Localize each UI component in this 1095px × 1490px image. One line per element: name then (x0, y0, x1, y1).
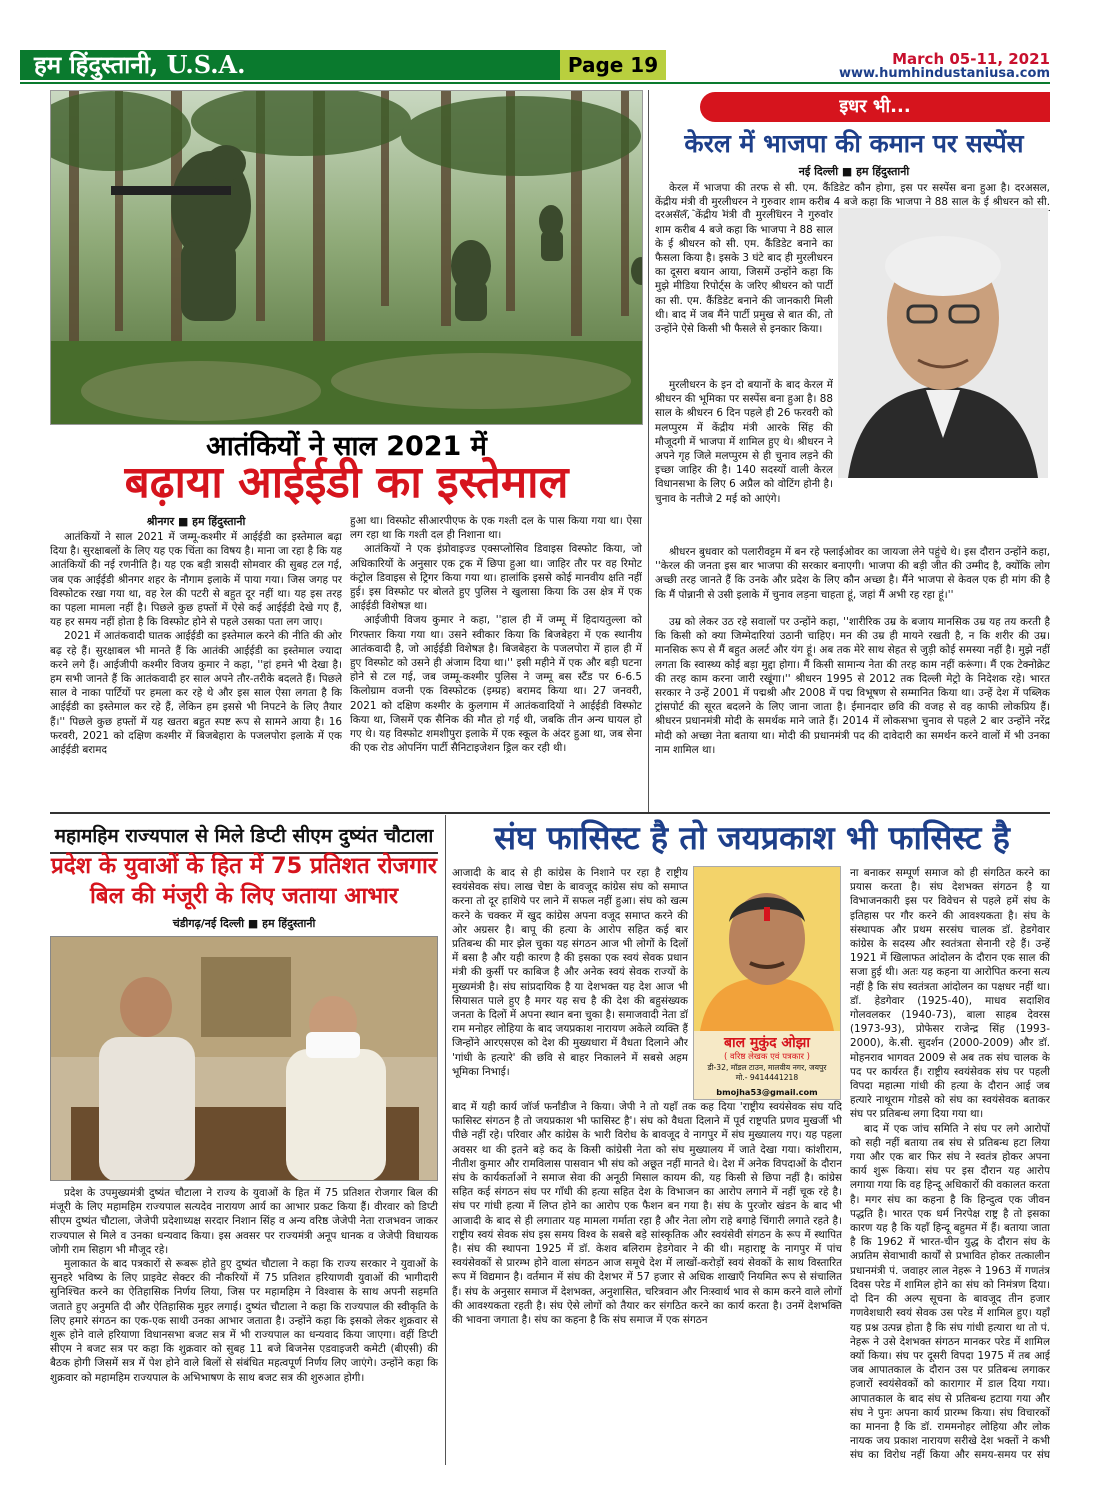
haryana-byline: चंडीगढ़/नई दिल्ली ■ हम हिंदुस्तानी (172, 917, 316, 930)
masthead-website[interactable]: www.humhindustaniusa.com (838, 66, 1050, 81)
kerala-paragraph-top (655, 181, 1050, 211)
sangh-column-2 (850, 866, 1050, 1462)
kerala-headline: केरल में भाजपा की कमान पर सस्पेंस (684, 129, 1024, 158)
sangh-paragraph: बाद में यही कार्य जॉर्ज फर्नांडीज ने किया। जेपी ने तो यहाँ तक कह दिया 'राष्ट्रीय स्वयंसेवक संघ यदि फासिस्ट संगठन है तो जयप्रकाश भी फासिस्ट है'। संघ को वैधता दिलाने में पूर्व राष्ट्रपति प्रणव मुखर्जी भी पीछे नहीं रहे। परिवार और कांग्रेस के भारी विरोध के बावजूद वे नागपुर में संघ मुख्यालय गए। यह पहला अवसर था की इतने बड़े कद के किसी कांग्रेसी नेता को संघ मुख्यालय में जाते देखा गया। कांशीराम, नीतीश कुमार और रामविलास पासवान भी संघ को अछूत नहीं मानते थे। देश में अनेक विपदाओं के दौरान संघ के कार्यकर्ताओं ने समाज सेवा की अनूठी मिसाल कायम की, यह किसी से छिपा नहीं है। कांग्रेस सहित कई संगठन संघ पर गाँधी की हत्या सहित देश के विभाजन का आरोप लगाने में नहीं चूक रहे है। संघ पर गांधी हत्या में लिप्त होने का आरोप एक फैशन बन गया है। संघ के पुरजोर खंडन के बाद भी आजादी के बाद से ही लगातार यह मामला गर्माता रहा है और नेता लोग राहे बगाहे चिंगारी लगाते रहते है। राष्ट्रीय स्वयं सेवक संघ इस समय विश्व के सबसे बड़े सांस्कृतिक और स्वयंसेवी संगठन के रूप में स्थापित है। संघ की स्थापना 1925 में डॉ. केशव बलिराम हेडगेवार ने की थी। महाराष्ट्र के नागपुर में पांच स्वयंसेवकों से प्रारम्भ होने वाला संगठन आज समूचे देश में लाखों-करोड़ों स्वयं सेवकों के साथ विस्तारित रूप में विद्यमान है। वर्तमान में संघ की देशभर में 57 हजार से अधिक शाखाएँ नियमित रूप से संचालित हैं। संघ के अनुसार समाज में देशभक्त, अनुशासित, चरित्रवान और निःस्वार्थ भाव से काम करने वाले लोगों की आवश्यकता रहती है। संघ ऐसे लोगों को तैयार कर संगठित करने का कार्य करता है। उनमें देशभक्ति की भावना जगाता है। संघ का कहना है कि संघ समाज में एक संगठन (452, 1101, 842, 1327)
kerala-paragraph: श्रीधरन बुधवार को पलारीवट्टम में बन रहे फ्लाईओवर का जायजा लेने पहुंचे थे। इस दौरान उन्होंने कहा, ''केरल की जनता इस बार भाजपा की सरकार बनाएगी। भाजपा की बड़ी जीत की उम्मीद है, क्योंकि लोग अच्छी तरह जानते हैं कि उनके और प्रदेश के लिए कौन अच्छा है। मैंने भाजपा से केवल एक ही मांग की है कि मैं पोन्नानी से उसी इलाके में चुनाव लड़ना चाहता हूं, जहां मैं अभी रह रहा हूं।'' (655, 546, 1050, 601)
masthead-page-label: Page 19 (560, 50, 666, 80)
ied-paragraph: आतंकियों ने साल 2021 में जम्मू-कश्मीर में आईईडी का इस्तेमाल बढ़ा दिया है। सुरक्षाबलों के लिए यह एक चिंता का विषय है। माना जा रहा है कि यह आतंकियों की नई रणनीति है। यह एक बड़ी त्रासदी सोमवार की सुबह टल गई, जब एक आईईडी श्रीनगर शहर के नौगाम इलाके में पाया गया। जिस जगह पर विस्फोटक रखा गया था, वह रेल की पटरी से बहुत दूर नहीं था। यह इस तरह का पहला मामला नहीं है। पिछले कुछ हफ्तों में ऐसे कई आईईडी देखे गए हैं, यह हर समय नहीं होता है कि विस्फोट होने से पहले उसका पता लग जाए। (50, 531, 342, 629)
author-photo (694, 867, 840, 1031)
author-address-line: डी-32, मॉडल टाउन, मालवीय नगर, जयपुर (707, 1063, 827, 1072)
kerala-byline: नई दिल्ली ■ हम हिंदुस्तानी (798, 165, 910, 178)
author-email[interactable]: bmojha53@gmail.com (716, 1087, 818, 1097)
soldiers-photo (50, 90, 643, 425)
masthead-paper-name: हम हिंदुस्तानी, U.S.A. (20, 50, 560, 80)
ied-paragraph: आतंकियों ने एक इंप्रोवाइज्ड एक्सप्लोसिव डिवाइस विस्फोट किया, जो अधिकारियों के अनुसार एक ट्रक में छिपा हुआ था। जाहिर तौर पर वह रिमोट कंट्रोल डिवाइस से ट्रिगर किया गया था। हालांकि इससे कोई मानवीय क्षति नहीं हुई। इस विस्फोट पर बोलते हुए पुलिस ने खुलासा किया कि उस क्षेत्र में एक आईईडी विशेषज्ञ था। (350, 543, 642, 613)
idhar-bhi-band: इधर भी... (700, 92, 1050, 122)
kerala-column-wide-1 (655, 545, 1050, 615)
author-phone: मो.- 9414441218 (735, 1073, 799, 1082)
ied-paragraph: हुआ था। विस्फोट सीआरपीएफ के एक गश्ती दल के पास किया गया था। ऐसा लग रहा था कि गश्ती दल ही निशाना था। (350, 515, 642, 542)
ied-headline-kicker: आतंकियों ने साल 2021 में (206, 431, 487, 462)
ied-byline: श्रीनगर ■ हम हिंदुस्तानी (146, 515, 246, 528)
kerala-paragraph: केरल में भाजपा की तरफ से सी. एम. कैंडिडेट कौन होगा, इस पर सस्पेंस बना हुआ है। दरअसल, केंद्रीय मंत्री वी मुरलीधरन ने गुरुवार शाम करीब 4 बजे कहा कि भाजपा ने 88 साल के ई श्रीधरन को सी. (655, 182, 1050, 209)
masthead-rule (20, 82, 1050, 84)
soldiers-photo-art (51, 91, 643, 425)
author-card (693, 866, 841, 1100)
haryana-body (50, 1186, 438, 1458)
haryana-paragraph: मुलाकात के बाद पत्रकारों से रूबरू होते हुए दुष्यंत चौटाला ने कहा कि राज्य सरकार ने युवाओं के सुनहरे भविष्य के लिए प्राइवेट सेक्टर की नौकरियों में 75 प्रतिशत हरियाणवी युवाओं की भागीदारी सुनिश्चित करने का ऐतिहासिक निर्णय लिया, जिस पर महामहिम ने विश्वास के साथ अपनी सहमति जताते हुए अनुमति दी और ऐतिहासिक मुहर लगाई। दुष्यंत चौटाला ने कहा कि राज्यपाल की स्वीकृति के लिए हमारे संगठन का एक-एक साथी उनका आभार जताता है। उन्होंने कहा कि इसको लेकर शुक्रवार से शुरू होने वाले हरियाणा विधानसभा बजट सत्र में भी राज्यपाल का धन्यवाद किया जाएगा। वहीं डिप्टी सीएम ने बजट सत्र पर कहा कि शुक्रवार को सुबह 11 बजे बिजनेस एडवाइजरी कमेटी (बीएसी) की बैठक होगी जिसमें सत्र में पेश होने वाले बिलों से संबंधित महत्वपूर्ण निर्णय लिए जाएंगे। उन्होंने कहा कि शुक्रवार को महामहिम राज्यपाल के अभिभाषण के साथ बजट सत्र की शुरुआत होगी। (50, 1258, 438, 1384)
meeting-photo-art (51, 937, 438, 1181)
sreedharan-photo (838, 208, 1048, 478)
governor-meeting-photo (50, 936, 438, 1181)
ied-paragraph: 2021 में आतंकवादी घातक आईईडी का इस्तेमाल करने की नीति की ओर बढ़ रहे हैं। सुरक्षाबल भी मानते हैं कि आतंकी आईईडी का इस्तेमाल ज्यादा करने लगे हैं। आईजीपी कश्मीर विजय कुमार ने कहा, ''हां हमने भी देखा है। हम सभी जानते हैं कि आतंकवादी हर साल अपने तौर-तरीके बदलते हैं। पिछले साल वे नाका पार्टियों पर हमला कर रहे थे और इस साल ऐसा लगता है कि आईईडी का इस्तेमाल कर रहे हैं, लेकिन हम इससे भी निपटने के लिए तैयार हैं।'' पिछले कुछ हफ्तों में यह खतरा बहुत स्पष्ट रूप से सामने आया है। 16 फरवरी, 2021 को दक्षिण कश्मीर में बिजबेहारा के पजलपोरा इलाके में एक आईईडी बरामद (50, 630, 342, 757)
sangh-paragraph: आजादी के बाद से ही कांग्रेस के निशाने पर रहा है राष्ट्रीय स्वयंसेवक संघ। लाख चेष्टा के बावजूद कांग्रेस संघ को समाप्त करना तो दूर हाशिये पर लाने में सफल नहीं हुआ। संघ को खत्म करने के चक्कर में खुद कांग्रेस अपना वजूद समाप्त करने की ओर अग्रसर है। बापू की हत्या के आरोप सहित कई बार प्रतिबन्ध की मार झेल चुका यह संगठन आज भी लोगों के दिलों में बसा है और यही कारण है की इसका एक स्वयं सेवक प्रधान मंत्री की कुर्सी पर काबिज है और अनेक स्वयं सेवक राज्यों के मुख्यमंत्री है। संघ सांप्रदायिक है या देशभक्त यह देश आज भी सियासत पाले हुए है मगर यह सच है की देश की बहुसंख्यक जनता के दिलों में अपना स्थान बना चुका है। समाजवादी नेता डॉ राम मनोहर लोहिया के बाद जयप्रकाश नारायण अकेले व्यक्ति हैं जिन्होंने आरएसएस को देश की मुख्यधारा में वैधता दिलाने और 'गांधी के हत्यारे' की छवि से बाहर निकालने में सबसे अहम भूमिका निभाई। (452, 867, 688, 1078)
author-name: बाल मुकुंद ओझा (724, 1035, 810, 1051)
kerala-column-wide-2 (655, 615, 1050, 813)
sangh-headline: संघ फासिस्ट है तो जयप्रकाश भी फासिस्ट है (494, 819, 1010, 857)
kerala-paragraph: दरअसल, केंद्रीय मंत्री वी मुरलीधरन ने गुरुवार शाम करीब 4 बजे कहा कि भाजपा ने 88 साल के ई श्रीधरन को सी. एम. कैंडिडेट बनाने का फैसला किया है। इसके 3 घंटे बाद ही मुरलीधरन का दूसरा बयान आया, जिसमें उन्होंने कहा कि मुझे मीडिया रिपोर्ट्स के जरिए श्रीधरन को पार्टी का सी. एम. कैंडिडेट बनाने की जानकारी मिली थी। बाद में जब मैंने पार्टी प्रमुख से बात की, तो उन्होंने ऐसे किसी भी फैसले से इनकार किया। (655, 209, 833, 336)
sangh-column-1-top (452, 866, 688, 1100)
haryana-headline-top: महामहिम राज्यपाल से मिले डिप्टी सीएम दुष्यंत चौटाला (50, 822, 438, 854)
haryana-headline-main: प्रदेश के युवाओं के हित में 75 प्रतिशत रोजगार बिल की मंजूरी के लिए जताया आभार (50, 853, 438, 909)
column-divider (445, 815, 446, 1465)
haryana-paragraph: प्रदेश के उपमुख्यमंत्री दुष्यंत चौटाला ने राज्य के युवाओं के हित में 75 प्रतिशत रोजगार बिल की मंजूरी के लिए महामहिम राज्यपाल सत्यदेव नारायण आर्य का आभार प्रकट किया हैं। वीरवार को डिप्टी सीएम दुष्यंत चौटाला, जेजेपी प्रदेशाध्यक्ष सरदार निशान सिंह व अन्य वरिष्ठ जेजेपी नेता राजभवन जाकर राज्यपाल से मिले व उनका धन्यवाद किया। इस अवसर पर राज्यमंत्री अनूप धानक व जेजेपी विधायक जोगी राम सिहाग भी मौजूद रहे। (50, 1187, 438, 1256)
author-address (694, 1063, 840, 1083)
ied-column-2 (350, 514, 642, 812)
kerala-paragraph: उम्र को लेकर उठ रहे सवालों पर उन्होंने कहा, ''शारीरिक उम्र के बजाय मानसिक उम्र यह तय करती है कि किसी को क्या जिम्मेदारियां उठानी चाहिए। मन की उम्र ही मायने रखती है, न कि शरीर की उम्र। मानसिक रूप से मैं बहुत अलर्ट और यंग हूं। अब तक मेरे साथ सेहत से जुड़ी कोई समस्या नहीं है। मुझे नहीं लगता कि स्वास्थ्य कोई बड़ा मुद्दा होगा। मैं किसी सामान्य नेता की तरह काम नहीं करूंगा। मैं एक टेक्नोक्रेट की तरह काम करना जारी रखूंगा।'' श्रीधरन 1995 से 2012 तक दिल्ली मेट्रो के निदेशक रहे। भारत सरकार ने उन्हें 2001 में पद्मश्री और 2008 में पद्म विभूषण से सम्मानित किया था। उन्हें देश में पब्लिक ट्रांसपोर्ट की सूरत बदलने के लिए जाना जाता है। ईमानदार छवि की वजह से वह काफी लोकप्रिय हैं। श्रीधरन प्रधानमंत्री मोदी के समर्थक माने जाते हैं। 2014 में लोकसभा चुनाव से पहले 2 बार उन्होंने नरेंद्र मोदी को अच्छा नेता बताया था। मोदी की प्रधानमंत्री पद की दावेदारी का समर्थन करने वालों में भी उनका नाम शामिल था। (655, 616, 1050, 756)
kerala-column-narrow (655, 378, 833, 520)
masthead-date: March 05-11, 2021 (892, 50, 1050, 68)
section-divider (50, 812, 1050, 814)
sangh-paragraph: बाद में एक जांच समिति ने संघ पर लगे आरोपों को सही नहीं बताया तब संघ से प्रतिबन्ध हटा लिया गया और एक बार फिर संघ ने स्वतंत्र होकर अपना कार्य शुरू किया। संघ पर इस दौरान यह आरोप लगाया गया कि वह हिन्दू अधिकारों की वकालत करता है। मगर संघ का कहना है कि हिन्दुत्व एक जीवन पद्धति है। भारत एक धर्म निरपेक्ष राष्ट्र है तो इसका कारण यह है कि यहाँ हिन्दू बहुमत में हैं। बताया जाता है कि 1962 में भारत-चीन युद्ध के दौरान संघ के अप्रतिम सेवाभावी कार्यों से प्रभावित होकर तत्कालीन प्रधानमंत्री पं. जवाहर लाल नेहरू ने 1963 में गणतंत्र दिवस परेड में शामिल होने का संघ को निमंत्रण दिया। दो दिन की अल्प सूचना के बावजूद तीन हजार गणवेशधारी स्वयं सेवक उस परेड में शामिल हुए। यहाँ यह प्रश्न उत्पन्न होता है कि संघ गांधी हत्यारा था तो पं. नेहरू ने उसे देशभक्त संगठन मानकर परेड में शामिल क्यों किया। संघ पर दूसरी विपदा 1975 में तब आई जब आपातकाल के दौरान उस पर प्रतिबन्ध लगाकर हजारों स्वयंसेवकों को कारागार में डाल दिया गया। आपातकाल के बाद संघ से प्रतिबन्ध हटाया गया और संघ ने पुनः अपना कार्य प्रारम्भ किया। संघ विचारकों का मानना है कि डॉ. राममनोहर लोहिया और लोक नायक जय प्रकाश नारायण सरीखे देश भक्तों ने कभी संघ का विरोध नहीं किया और समय-समय पर संघ (850, 1122, 1050, 1462)
sangh-column-1-bottom (452, 1100, 842, 1462)
kerala-paragraph: मुरलीधरन के इन दो बयानों के बाद केरल में श्रीधरन की भूमिका पर सस्पेंस बना हुआ है। 88 साल के श्रीधरन 6 दिन पहले ही 26 फरवरी को मलप्पुरम में केंद्रीय मंत्री आरके सिंह की मौजूदगी में भाजपा में शामिल हुए थे। श्रीधरन ने अपने गृह जिले मलप्पुरम से ही चुनाव लड़ने की इच्छा जाहिर की है। 140 सदस्यों वाली केरल विधानसभा के लिए 6 अप्रैल को वोटिंग होनी है। चुनाव के नतीजे 2 मई को आएंगे। (655, 379, 833, 505)
sangh-paragraph: ना बनाकर सम्पूर्ण समाज को ही संगठित करने का प्रयास करता है। संघ देशभक्त संगठन है या विभाजनकारी इस पर विवेचन से पहले हमें संघ के इतिहास पर गौर करने की आवश्यकता है। संघ के संस्थापक और प्रथम सरसंघ चालक डॉ. हेडगेवार कांग्रेस के सदस्य और स्वतंत्रता सेनानी रहे हैं। उन्हें 1921 में खिलाफत आंदोलन के दौरान एक साल की सजा हुई थी। अतः यह कहना या आरोपित करना सत्य नहीं है कि संघ स्वतंत्रता आंदोलन का पक्षधर नहीं था। डॉ. हेडगेवार (1925-40), माधव सदाशिव गोलवलकर (1940-73), बाला साहब देवरस (1973-93), प्रोफेसर राजेन्द्र सिंह (1993-2000), के.सी. सुदर्शन (2000-2009) और डॉ. मोहनराव भागवत 2009 से अब तक संघ चालक के पद पर कार्यरत हैं। राष्ट्रीय स्वयंसेवक संघ पर पहली विपदा महात्मा गांधी की हत्या के दौरान आई जब हत्यारे नाथूराम गोडसे को संघ का स्वयंसेवक बताकर संघ पर प्रतिबन्ध लगा दिया गया था। (850, 867, 1050, 1121)
ied-column-1 (50, 530, 342, 812)
ied-headline-main: बढ़ाया आईईडी का इस्तेमाल (124, 457, 569, 508)
column-divider (648, 90, 649, 812)
portrait-art (838, 208, 1048, 478)
author-role: ( वरिष्ठ लेखक एवं पत्रकार ) (724, 1052, 810, 1062)
ied-paragraph: आईजीपी विजय कुमार ने कहा, ''हाल ही में जम्मू में हिदायतुल्ला को गिरफ्तार किया गया था। उसने स्वीकार किया कि बिजबेहरा में एक स्थानीय आतंकवादी है, जो आईईडी विशेषज्ञ है। बिजबेहरा के पजलपोरा में हाल ही में हुए विस्फोट को उसने ही अंजाम दिया था।'' इसी महीने में एक और बड़ी घटना होने से टल गई, जब जम्मू-कश्मीर पुलिस ने जम्मू बस स्टैंड पर 6-6.5 किलोग्राम वजनी एक विस्फोटक (इम्प्रह) बरामद किया था। 27 जनवरी, 2021 को दक्षिण कश्मीर के कुलगाम में आतंकवादियों ने आईईडी विस्फोट किया था, जिसमें एक सैनिक की मौत हो गई थी, जबकि तीन अन्य घायल हो गए थे। यह विस्फोट शमशीपुरा इलाके में एक स्कूल के अंदर हुआ था, जब सेना की एक रोड ओपनिंग पार्टी सैनिटाइजेशन ड्रिल कर रही थी। (350, 614, 642, 755)
